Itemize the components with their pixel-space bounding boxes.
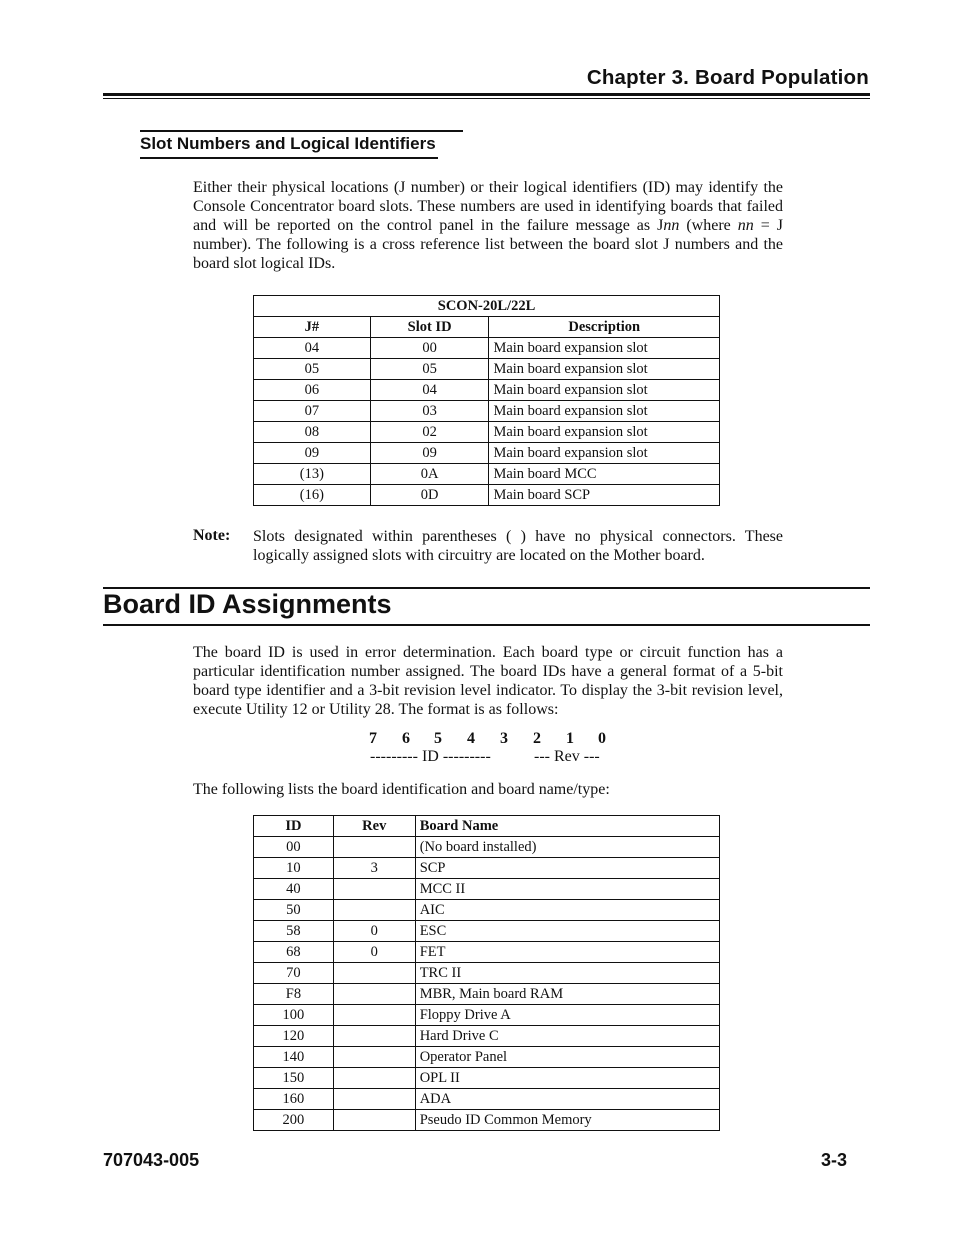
bit-label: 1: [566, 730, 574, 747]
footer-doc-number: 707043-005: [103, 1150, 200, 1170]
cell-board-name: FET: [415, 942, 719, 963]
header-rule-thin: [103, 98, 870, 99]
table-row: [254, 464, 720, 485]
cell-j: 06: [254, 380, 371, 401]
para-line: slot J numbers and the board slot logical IDs.: [193, 236, 784, 272]
para-line: that failed and will be reported on the control panel in the failure message as J: [193, 198, 784, 234]
slot-intro-paragraph: [193, 178, 783, 273]
table-row: [254, 963, 720, 984]
cell-id: 58: [254, 921, 334, 942]
cell-id: 50: [254, 900, 334, 921]
cell-id: 10: [254, 858, 334, 879]
bit-label: 0: [598, 730, 606, 747]
cell-id: 160: [254, 1089, 334, 1110]
slot-table-header: Slot ID: [370, 317, 489, 338]
cell-id: 40: [254, 879, 334, 900]
cell-board-name: Pseudo ID Common Memory: [415, 1110, 719, 1131]
cell-j: 05: [254, 359, 371, 380]
cell-description: Main board expansion slot: [489, 380, 720, 401]
cell-rev: [333, 1047, 415, 1068]
table-row: [254, 837, 720, 858]
cell-id: F8: [254, 984, 334, 1005]
cell-id: 00: [254, 837, 334, 858]
cell-rev: [333, 963, 415, 984]
slot-table: [253, 295, 720, 506]
cell-board-name: MBR, Main board RAM: [415, 984, 719, 1005]
cell-id: 140: [254, 1047, 334, 1068]
cell-rev: 0: [333, 921, 415, 942]
cell-slot-id: 05: [370, 359, 489, 380]
table-row: [254, 1110, 720, 1131]
chapter-title: Chapter 3. Board Population: [586, 66, 869, 89]
cell-board-name: ADA: [415, 1089, 719, 1110]
board-table-header: Board Name: [415, 816, 719, 837]
slot-table-header-row: [254, 317, 720, 338]
para-line: Either their physical locations (J number) or their logical identifiers (ID) may identify: [193, 179, 759, 196]
cell-board-name: Floppy Drive A: [415, 1005, 719, 1026]
cell-id: 120: [254, 1026, 334, 1047]
cell-slot-id: 0A: [370, 464, 489, 485]
cell-description: Main board expansion slot: [489, 338, 720, 359]
cell-rev: [333, 1068, 415, 1089]
cell-slot-id: 02: [370, 422, 489, 443]
cell-rev: [333, 1089, 415, 1110]
table-row: [254, 338, 720, 359]
cell-board-name: Operator Panel: [415, 1047, 719, 1068]
board-table-header: Rev: [333, 816, 415, 837]
cell-rev: [333, 837, 415, 858]
board-id-heading: Board ID Assignments: [103, 589, 392, 619]
cell-board-name: SCP: [415, 858, 719, 879]
para-line: = J number). The following is a cross reference list between the board: [193, 217, 784, 253]
para-italic: nn: [737, 217, 754, 234]
cell-board-name: MCC II: [415, 879, 719, 900]
cell-j: 09: [254, 443, 371, 464]
cell-rev: [333, 879, 415, 900]
bit-label: 3: [500, 730, 508, 747]
slot-table-caption: SCON-20L/22L: [254, 296, 720, 317]
cell-id: 150: [254, 1068, 334, 1089]
cell-description: Main board SCP: [489, 485, 720, 506]
heading-rule-bottom: [103, 624, 870, 626]
cell-slot-id: 0D: [370, 485, 489, 506]
note-text: Slots designated within parentheses ( ) have no physical connectors. These logically assigned slots with circuitry are located on the Mother board.: [253, 528, 783, 564]
table-row: [254, 1068, 720, 1089]
rev-field-label: --- Rev ---: [534, 748, 600, 765]
para-line: the Console Concentrator board slots. These numbers are used in identifying boards: [193, 179, 784, 215]
table-row: [254, 942, 720, 963]
table-row: [254, 1026, 720, 1047]
cell-id: 100: [254, 1005, 334, 1026]
board-list-intro: The following lists the board identification and board name/type:: [193, 781, 610, 798]
section-title-slot-numbers: Slot Numbers and Logical Identifiers: [140, 134, 438, 159]
id-field-label: --------- ID ---------: [370, 748, 491, 765]
board-table-header-row: [254, 816, 720, 837]
table-row: [254, 858, 720, 879]
cell-board-name: TRC II: [415, 963, 719, 984]
cell-board-name: (No board installed): [415, 837, 719, 858]
cell-description: Main board MCC: [489, 464, 720, 485]
cell-id: 68: [254, 942, 334, 963]
table-row: [254, 1047, 720, 1068]
cell-description: Main board expansion slot: [489, 401, 720, 422]
cell-board-name: AIC: [415, 900, 719, 921]
table-row: [254, 380, 720, 401]
bit-label: 2: [533, 730, 541, 747]
cell-description: Main board expansion slot: [489, 359, 720, 380]
slot-table-caption-row: [254, 296, 720, 317]
cell-slot-id: 04: [370, 380, 489, 401]
table-row: [254, 1089, 720, 1110]
cell-board-name: OPL II: [415, 1068, 719, 1089]
board-id-table: [253, 815, 720, 1131]
table-row: [254, 879, 720, 900]
table-row: [254, 921, 720, 942]
para-italic: nn: [663, 217, 680, 234]
cell-description: Main board expansion slot: [489, 443, 720, 464]
cell-rev: [333, 1026, 415, 1047]
cell-description: Main board expansion slot: [489, 422, 720, 443]
cell-rev: [333, 900, 415, 921]
table-row: [254, 401, 720, 422]
cell-slot-id: 09: [370, 443, 489, 464]
header-rule: [103, 93, 870, 96]
table-row: [254, 422, 720, 443]
cell-rev: [333, 1005, 415, 1026]
cell-board-name: Hard Drive C: [415, 1026, 719, 1047]
note-label: Note:: [193, 527, 231, 544]
para-line: (where: [686, 217, 738, 234]
cell-rev: [333, 984, 415, 1005]
cell-j: 07: [254, 401, 371, 422]
cell-j: 08: [254, 422, 371, 443]
cell-rev: [333, 1110, 415, 1131]
cell-j: (16): [254, 485, 371, 506]
cell-board-name: ESC: [415, 921, 719, 942]
cell-j: (13): [254, 464, 371, 485]
bit-label: 6: [402, 730, 410, 747]
cell-rev: 3: [333, 858, 415, 879]
board-id-paragraph: The board ID is used in error determination. Each board type or circuit function has a particular identification number assigned. The board IDs have a general format of a 5-bit board type identifier and a 3-bit revision level indicator. To display the 3-bit revision level, execute Utility 12 or Utility 28. The format is as follows:: [193, 644, 783, 718]
cell-rev: 0: [333, 942, 415, 963]
table-row: [254, 984, 720, 1005]
table-row: [254, 443, 720, 464]
table-row: [254, 485, 720, 506]
bit-label: 5: [434, 730, 442, 747]
bit-label: 7: [369, 730, 377, 747]
slot-table-header: Description: [489, 317, 720, 338]
footer-page-number: 3-3: [820, 1150, 847, 1170]
section-title-rule: [140, 130, 463, 132]
slot-table-header: J#: [254, 317, 371, 338]
table-row: [254, 359, 720, 380]
board-table-header: ID: [254, 816, 334, 837]
cell-id: 200: [254, 1110, 334, 1131]
cell-id: 70: [254, 963, 334, 984]
cell-slot-id: 03: [370, 401, 489, 422]
table-row: [254, 900, 720, 921]
cell-j: 04: [254, 338, 371, 359]
cell-slot-id: 00: [370, 338, 489, 359]
bit-label: 4: [467, 730, 475, 747]
table-row: [254, 1005, 720, 1026]
